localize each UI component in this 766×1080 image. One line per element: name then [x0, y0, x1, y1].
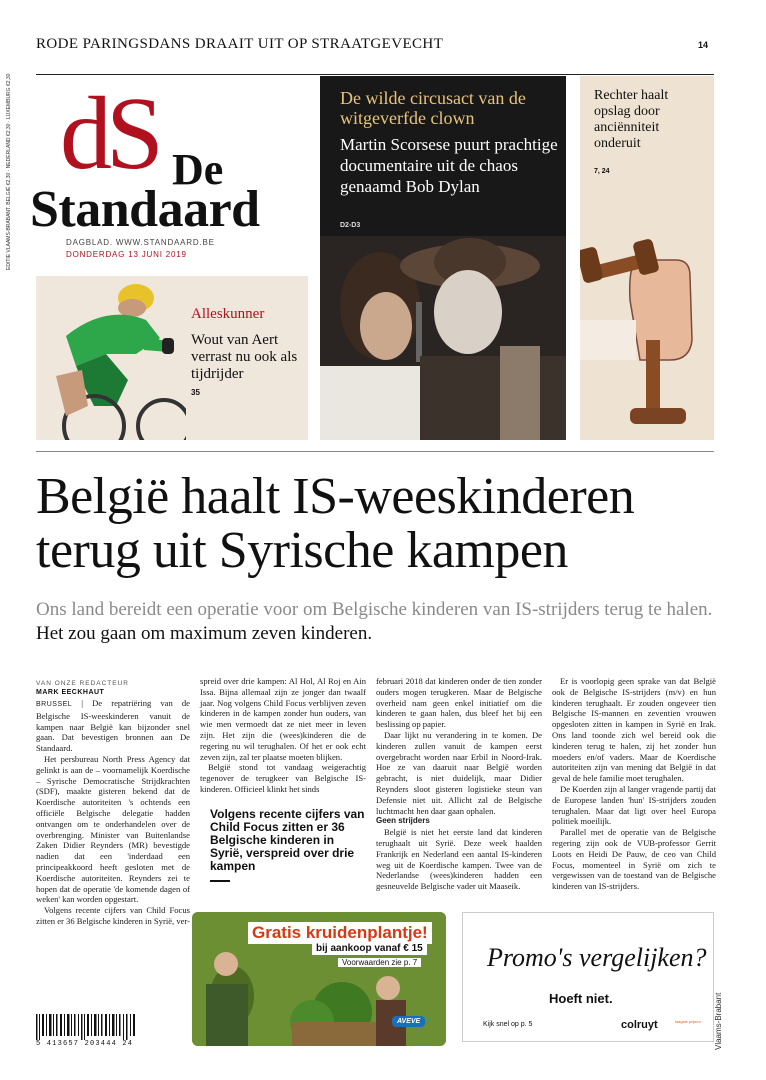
promo-cyclist-page: 35	[191, 388, 200, 397]
ad-garden-line: bij aankoop vanaf € 15	[312, 942, 427, 955]
article-headline[interactable]: België haalt IS-weeskinderen terug uit Syrische kampen	[36, 468, 635, 579]
top-divider	[36, 74, 714, 75]
article-column-1: BRUSSEL | De repatriëring van de Belgische IS-weeskinderen vanuit de kampen naar België kan bijzonder snel gaan. Dat bevestigen bronnen aan De Standaard. Het persbureau North Press Agency dat gelinkt is aan de – voornamelijk Koerdische – Syrische Democratische Strijdkrachten (SDF), maakte gisteren bekend dat de Koerdische autoriteiten 's ochtends een officiële Belgische delegatie hadden ontvangen om te onderhandelen over de overbrenging. Minister van Buitenlandse Zaken Didier Reynders (MR) bevestigde nadien dat een 'inderdaad een principeakkoord heeft gesloten met de Koerdische autoriteiten. Reynders zei te hopen dat de operatie 'de komende dagen of weken' kan worden opgestart. Volgens recente cijfers van Child Focus zitten er 36 Belgische kinderen in Syrië, ver-	[36, 698, 190, 926]
masthead-date: DONDERDAG 13 JUNI 2019	[66, 250, 187, 259]
ad-colruyt-small: Kijk snel op p. 5	[483, 1021, 533, 1028]
page-number: 14	[698, 40, 709, 50]
promo-cyclist[interactable]	[36, 276, 308, 440]
dateline: BRUSSEL	[36, 701, 73, 708]
promo-scorsese[interactable]	[320, 76, 566, 440]
article-column-3: februari 2018 dat kinderen onder de tien zonder ouders mogen terugkeren. Maar de Belgische overheid nam geen enkel initiatief om die kinderen te gaan halen, dus bleef het bij een beslissing op papier. Daar lijkt nu verandering in te komen. De kinderen zullen vanuit de kampen eerst overgebracht worden naar Erbil in Noord-Irak. Hoe ze van daaruit naar België worden gebracht, is niet duidelijk, maar Didier Reynders sloot gisteren logistieke steun van Defensie niet uit. Allicht zal de Belgische luchtmacht hen daar gaan ophalen. Geen strijders België is niet het eerste land dat kinderen terughaalt uit Syrië. Deze week haalden Frankrijk en Nederland een aantal IS-kinderen weg uit de Koerdische kampen. Twee van de Nederlandse (wees)kinderen hadden een gesneuvelde Belgische vader uit Maaseik.	[376, 676, 542, 892]
subhead: Geen strijders	[376, 816, 430, 826]
ad-garden[interactable]	[192, 912, 446, 1046]
promo-judge-title[interactable]: Rechter haalt opslag door anciënniteit onderuit	[594, 88, 669, 151]
promo-cyclist-title[interactable]: Wout van Aert verrast nu ook als tijdrijder	[191, 332, 298, 382]
masthead-logo[interactable]	[30, 76, 316, 270]
gavel-illustration	[580, 190, 714, 440]
ad-garden-title: Gratis kruidenplantje!	[248, 922, 432, 944]
ad-colruyt-sub: Hoeft niet.	[549, 991, 613, 1006]
article-deck	[36, 598, 726, 646]
ad-colruyt-title: Promo's vergelijken?	[487, 943, 707, 972]
ad-garden-brand: AVEVE	[392, 1016, 425, 1027]
mid-divider	[36, 451, 714, 452]
byline-name: MARK EECKHAUT	[36, 689, 105, 696]
promo-judge-page: 7, 24	[594, 168, 610, 175]
promo-cyclist-label: Alleskunner	[191, 306, 265, 322]
ad-garden-small: Voorwaarden zie p. 7	[338, 958, 421, 967]
region-label: Vlaams-Brabant	[714, 992, 723, 1050]
barcode	[36, 1014, 136, 1040]
logo-de: De	[172, 145, 224, 194]
article-column-4: Er is voorlopig geen sprake van dat België ook de Belgische IS-strijders (m/v) en hun kinderen terughaalt. Er zouden ongeveer tien Belgische IS-mannen en zeventien vrouwen opgesloten zitten in kampen in Syrië en Irak. Ons land toonde zich wel bereid ook die kinderen terug te halen, zij het zonder hun moeders en/of vaders. Maar de Koerdische autoriteiten zijn van mening dat België in dat geval de hele familie moet terughalen. De Koerden zijn al langer vragende partij dat de Europese landen 'hun' IS-strijders zouden terughalen. Maar dat ligt over heel Europa politiek moeilijk. Parallel met de operatie van de Belgische regering zijn ook de VUB-professor Gerrit Loots en Heidi De Pauw, de ceo van Child Focus, momenteel in Syrië om zich te vergewissen van de toestand van de Belgische kinderen van IS-strijders.	[552, 676, 716, 892]
logo-standaard: Standaard	[30, 181, 260, 238]
pull-quote-rule	[210, 880, 230, 882]
article-column-2: spreid over drie kampen: Al Hol, Al Roj en Ain Issa. Bijna allemaal zijn ze jonger dan twaalf jaar. Nog volgens Child Focus verblijven zeven kinderen in de kampen zonder hun ouders, van wie men vermoedt dat ze niet meer in leven zijn. Het zijn die (wees)kinderen die de regering nu wil terughalen. Of het er ook echt zeven zijn, zal ter plaatse moeten blijken. België stond tot vandaag weigerachtig tegenover de terugkeer van Belgische IS-kinderen. Officieel klinkt het sinds	[200, 676, 366, 794]
edition-info: EDITIE VLAAMS-BRABANT. BELGIË €2,30 · NEDERLAND €2,30 · LUXEMBURG €2,30	[6, 73, 12, 270]
ad-colruyt[interactable]	[462, 912, 714, 1042]
ad-colruyt-brand-sub: laagste prijzen	[675, 1019, 701, 1024]
promo-scorsese-kicker: De wilde circusact van de witgeverfde clown	[340, 88, 526, 128]
deck-grey: Ons land bereidt een operatie voor om Belgische kinderen van IS-strijders terug te halen.	[36, 599, 713, 620]
byline-role: VAN ONZE REDACTEUR	[36, 680, 129, 687]
dylan-photo	[320, 76, 566, 440]
cyclist-photo	[36, 276, 186, 440]
deck-black: Het zou gaan om maximum zeven kinderen.	[36, 623, 373, 644]
promo-scorsese-page: D2-D3	[340, 222, 361, 229]
ad-colruyt-brand: colruyt	[621, 1019, 658, 1031]
promo-judge[interactable]	[580, 76, 714, 440]
logo-ds: dS	[60, 76, 158, 191]
masthead-tagline: DAGBLAD. WWW.STANDAARD.BE	[66, 238, 215, 247]
promo-scorsese-title[interactable]: Martin Scorsese puurt prachtige documentaire uit de chaos genaamd Bob Dylan	[340, 135, 558, 196]
barcode-number: 5 413657 203444 24	[36, 1040, 134, 1048]
pull-quote: Volgens recente cijfers van Child Focus zitten er 36 Belgische kinderen in Syrië, verspreid over drie kampen	[210, 807, 365, 873]
top-kicker: RODE PARINGSDANS DRAAIT UIT OP STRAATGEVECHT	[36, 36, 444, 52]
